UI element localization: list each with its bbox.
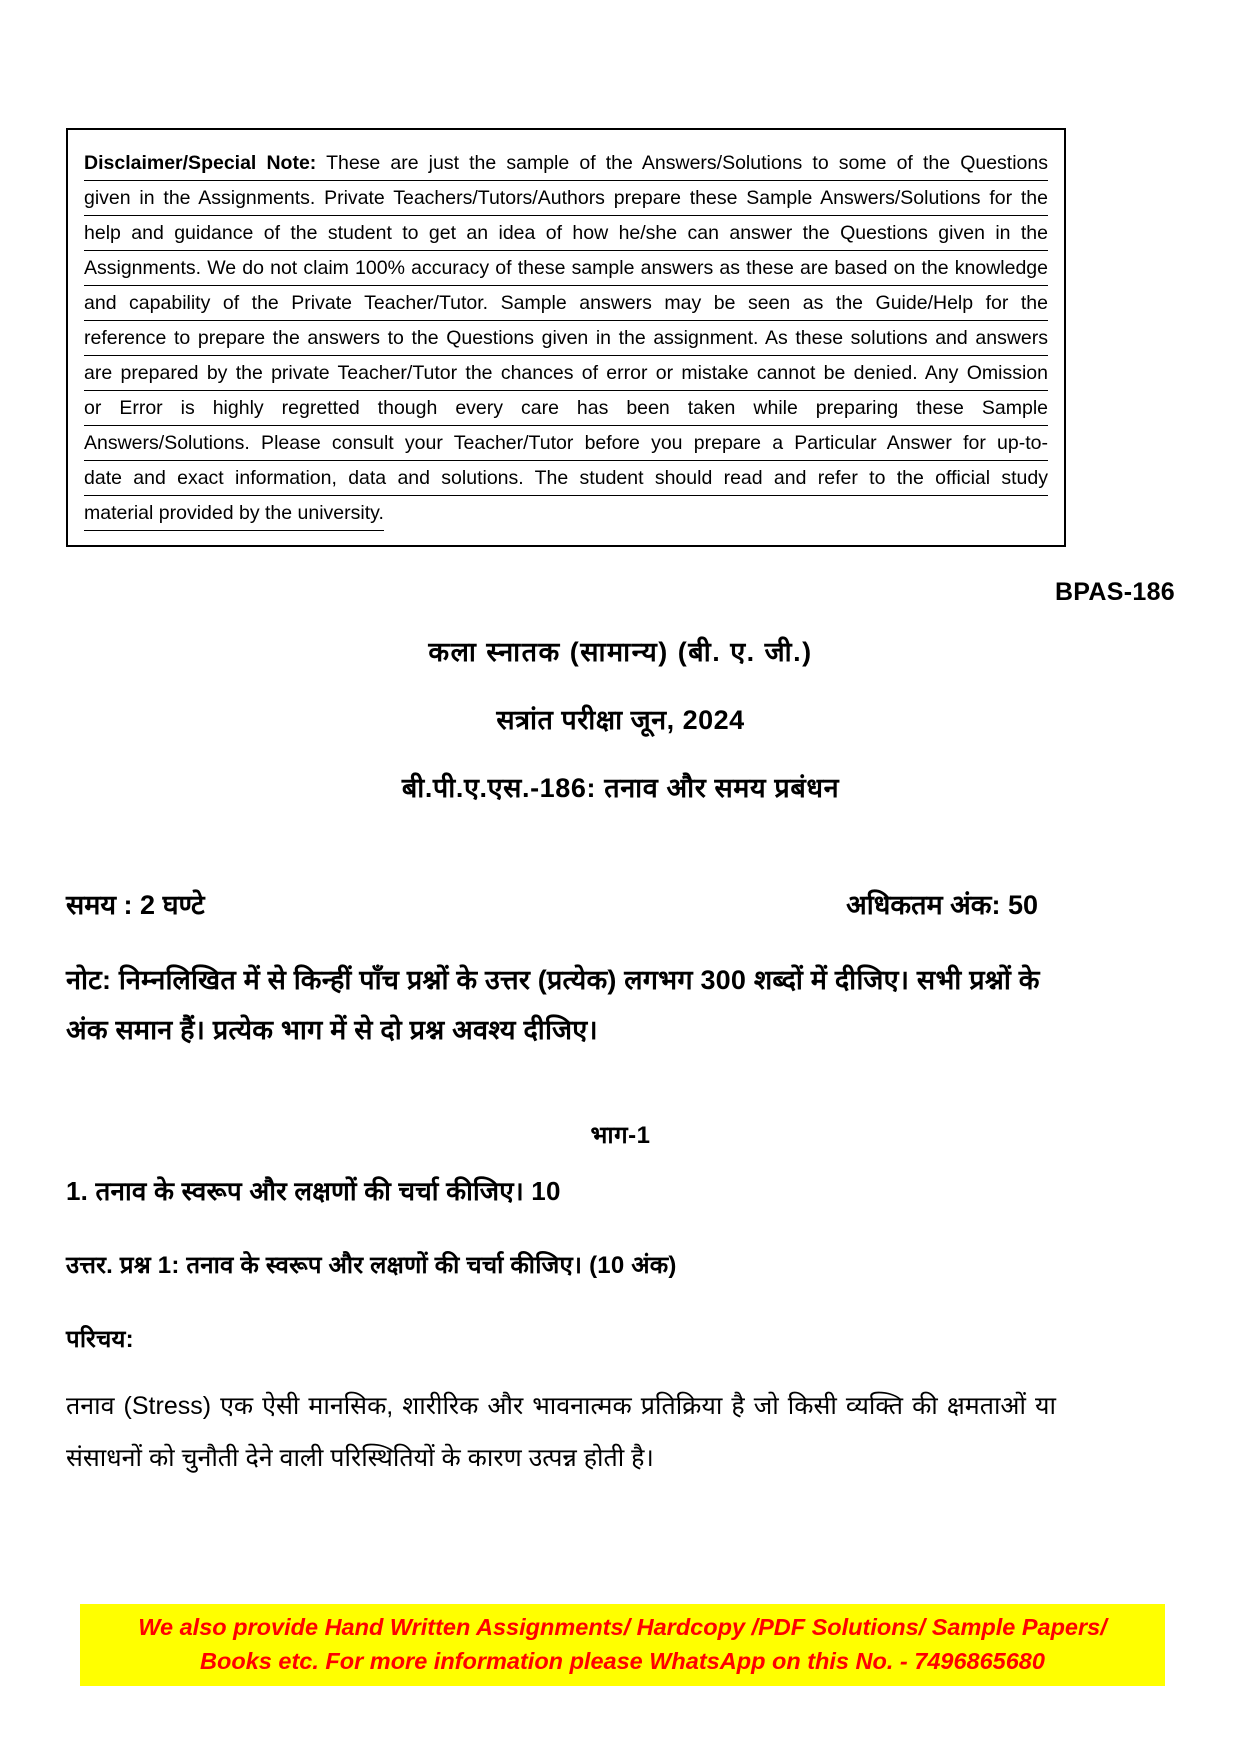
promo-line-1: We also provide Hand Written Assignments/ Hardcopy /PDF Solutions/ Sample Papers/: [138, 1614, 1107, 1640]
course-code: BPAS-186: [1054, 578, 1175, 606]
disclaimer-line-1: [84, 146, 1048, 181]
introduction-body: तनाव (Stress) एक ऐसी मानसिक, शारीरिक और भावनात्मक प्रतिक्रिया है जो किसी व्यक्ति की क्षमताओं या संसाधनों को चुनौती देने वाली परिस्थितियों के कारण उत्पन्न होती है।: [66, 1392, 1056, 1472]
exam-session-title: सत्रांत परीक्षा जून, 2024: [496, 705, 745, 735]
course-title: बी.पी.ए.एस.-186: तनाव और समय प्रबंधन: [401, 773, 840, 803]
maximum-marks-label: अधिकतम अंक: 50: [846, 890, 1038, 920]
promo-banner: [80, 1604, 1165, 1686]
part-label: भाग-1: [590, 1122, 651, 1149]
answer-heading: उत्तर. प्रश्न 1: तनाव के स्वरूप और लक्षणों की चर्चा कीजिए। (10 अंक): [66, 1252, 677, 1279]
exam-meta-row: [66, 885, 1066, 922]
degree-title: कला स्नातक (सामान्य) (बी. ए. जी.): [428, 637, 813, 667]
disclaimer-text-1: These are just the sample of the Answers/Solutions to some of the Questions: [316, 152, 1048, 174]
introduction-heading: परिचय:: [66, 1326, 134, 1353]
disclaimer-line-2: given in the Assignments. Private Teachers/Tutors/Authors prepare these Sample Answers/Solutions for the: [84, 181, 1048, 216]
disclaimer-box: [66, 128, 1066, 547]
disclaimer-line-9: Answers/Solutions. Please consult your Teacher/Tutor before you prepare a Particular Answer for up-to-: [84, 426, 1048, 461]
disclaimer-line-11: material provided by the university.: [84, 496, 384, 531]
promo-line-2: Books etc. For more information please WhatsApp on this No. - 7496865680: [200, 1648, 1045, 1674]
disclaimer-line-7: are prepared by the private Teacher/Tutor the chances of error or mistake cannot be denied. Any Omission: [84, 356, 1048, 391]
disclaimer-line-4: Assignments. We do not claim 100% accuracy of these sample answers as these are based on the knowledge: [84, 251, 1048, 286]
disclaimer-line-5: and capability of the Private Teacher/Tutor. Sample answers may be seen as the Guide/Help for the: [84, 286, 1048, 321]
disclaimer-line-10: date and exact information, data and solutions. The student should read and refer to the official study: [84, 461, 1048, 496]
disclaimer-line-6: reference to prepare the answers to the Questions given in the assignment. As these solutions and answers: [84, 321, 1048, 356]
instructions-note: नोट: निम्नलिखित में से किन्हीं पाँच प्रश्नों के उत्तर (प्रत्येक) लगभग 300 शब्दों में दीजिए। सभी प्रश्नों के अंक समान हैं। प्रत्येक भाग में से दो प्रश्न अवश्य दीजिए।: [66, 965, 1040, 1045]
time-allowed-label: समय : 2 घण्टे: [66, 890, 205, 920]
disclaimer-line-3: help and guidance of the student to get an idea of how he/she can answer the Questions given in the: [84, 216, 1048, 251]
question-1: 1. तनाव के स्वरूप और लक्षणों की चर्चा कीजिए। 10: [66, 1176, 561, 1206]
disclaimer-line-8: or Error is highly regretted though every care has been taken while preparing these Sample: [84, 391, 1048, 426]
disclaimer-lead-label: Disclaimer/Special Note:: [84, 152, 317, 174]
